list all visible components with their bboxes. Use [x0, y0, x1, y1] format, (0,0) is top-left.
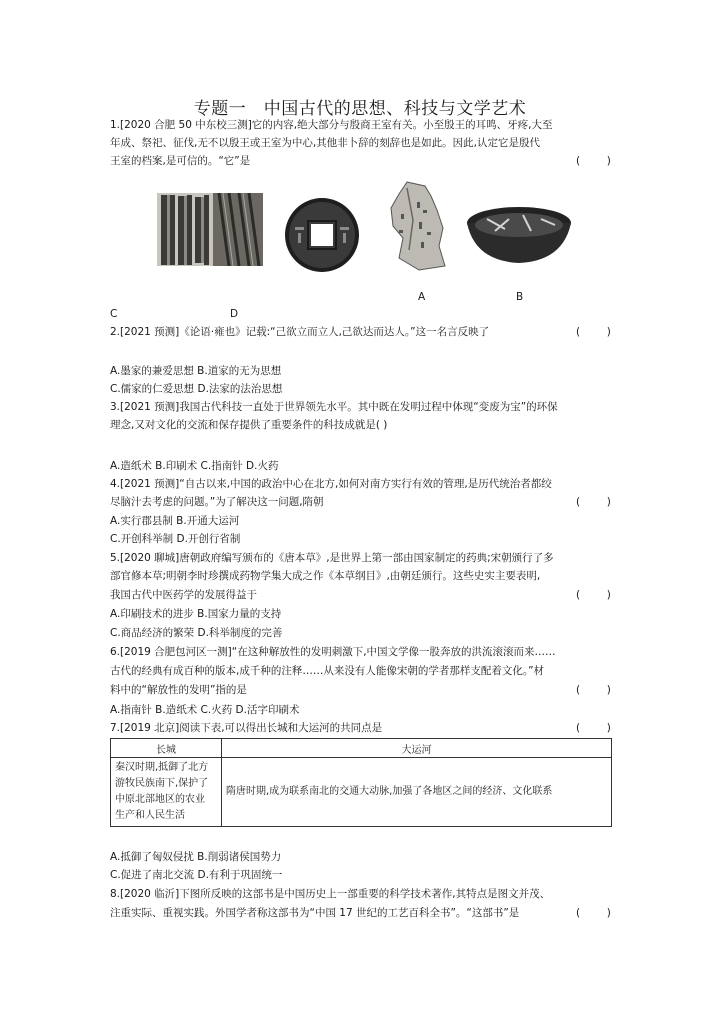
- q4-options-row-2: C.开创科举制 D.开创行省制: [110, 533, 241, 545]
- table-row: [111, 758, 612, 827]
- q2-options-row-1: A.墨家的兼爱思想 B.道家的无为思想: [110, 365, 282, 377]
- q2-stem: 2.[2021 预测]《论语·雍也》记载:“己欲立而立人,己欲达而达人。”这一名言反映了: [110, 326, 490, 338]
- table-header-row: [111, 739, 612, 758]
- q1-label-d: D: [230, 308, 239, 320]
- q2-options-row-2: C.儒家的仁爱思想 D.法家的法治思想: [110, 383, 283, 395]
- q5-stem-line-3: 我国古代中医药学的发展得益于: [110, 589, 257, 601]
- table-header-grand-canal: 大运河: [222, 739, 612, 758]
- q8-stem-line-1: 8.[2020 临沂]下图所反映的这部书是中国历史上一部重要的科学技术著作,其特点是图文并茂、: [110, 888, 551, 900]
- q1-stem-line-2: 年成、祭祀、征伐,无不以殷王或王室为中心,其他非卜辞的刻辞也是如此。因此,认定它是殷代: [110, 137, 541, 149]
- q5-stem-line-2: 部官修本草;明朝李时珍撰成药物学集大成之作《本草纲目》,由朝廷颁行。这些史实主要表明,: [110, 570, 541, 582]
- q1-label-b: B: [516, 291, 524, 303]
- q6-stem-line-1: 6.[2019 合肥包河区一测]“在这种解放性的发明刺激下,中国文学像一股奔放的洪流滚滚而来……: [110, 646, 556, 658]
- q7-options-row-1: A.抵御了匈奴侵扰 B.削弱诸侯国势力: [110, 851, 282, 863]
- q1-stem-line-1: 1.[2020 合肥 50 中东校三测]它的内容,绝大部分与殷商王室有关。小至殷王的耳鸣、牙疼,大至: [110, 119, 553, 131]
- q6-stem-line-2: 古代的经典有成百种的版本,成千种的注释……从来没有人能像宋朝的学者那样支配着文化。”材: [110, 665, 545, 677]
- q4-answer-blank[interactable]: ( ): [576, 496, 611, 508]
- q7-options-row-2: C.促进了南北交流 D.有利于巩固统一: [110, 869, 283, 881]
- table-cell-line: 中原北部地区的农业: [115, 794, 205, 805]
- q5-answer-blank[interactable]: ( ): [576, 589, 611, 601]
- table-cell-grand-canal: 隋唐时期,成为联系南北的交通大动脉,加强了各地区之间的经济、文化联系: [222, 758, 612, 827]
- q6-stem-line-3: 料中的“解放性的发明”指的是: [110, 684, 247, 696]
- table-cell-line: 生产和人民生活: [115, 810, 185, 821]
- table-cell-line: 游牧民族南下,保护了: [115, 778, 209, 789]
- table-header-great-wall: 长城: [111, 739, 222, 758]
- q5-options-row-2: C.商品经济的繁荣 D.科举制度的完善: [110, 627, 283, 639]
- bamboo-slips-image: [157, 193, 263, 266]
- page-title: 专题一 中国古代的思想、科技与文学艺术: [193, 99, 527, 119]
- q5-options-row-1: A.印刷技术的进步 B.国家力量的支持: [110, 608, 282, 620]
- q6-options: A.指南针 B.造纸术 C.火药 D.活字印刷术: [110, 704, 300, 716]
- q3-options: A.造纸术 B.印刷术 C.指南针 D.火药: [110, 460, 279, 472]
- q1-stem-line-3: 王室的档案,是可信的。“它”是: [110, 155, 251, 167]
- q7-stem: 7.[2019 北京]阅读下表,可以得出长城和大运河的共同点是: [110, 722, 383, 734]
- q4-stem-line-1: 4.[2021 预测]“自古以来,中国的政治中心在北方,如何对南方实行有效的管理,是历代统治者都绞: [110, 478, 552, 490]
- q5-stem-line-1: 5.[2020 聊城]唐朝政府编写颁布的《唐本草》,是世界上第一部由国家制定的药典;宋朝颁行了多: [110, 552, 554, 564]
- q1-label-c: C: [110, 308, 118, 320]
- ancient-coin-image: [284, 197, 360, 273]
- q7-answer-blank[interactable]: ( ): [576, 722, 611, 734]
- q3-stem-line-1: 3.[2021 预测]我国古代科技一直处于世界领先水平。其中既在发明过程中体现“变废为宝”的环保: [110, 401, 558, 413]
- q1-answer-blank[interactable]: ( ): [576, 155, 611, 167]
- q8-stem-line-2: 注重实际、重视实践。外国学者称这部书为“中国 17 世纪的工艺百科全书”。“这部书”是: [110, 907, 520, 919]
- table-cell-line: 秦汉时期,抵御了北方: [115, 762, 209, 773]
- q4-stem-line-2: 尽脑汁去考虑的问题。”为了解决这一问题,隋朝: [110, 496, 324, 508]
- q8-answer-blank[interactable]: ( ): [576, 907, 611, 919]
- q1-label-a: A: [418, 291, 426, 303]
- q4-options-row-1: A.实行郡县制 B.开通大运河: [110, 515, 240, 527]
- oracle-bone-image: [385, 180, 449, 272]
- q6-answer-blank[interactable]: ( ): [576, 684, 611, 696]
- q3-stem-line-2: 理念,又对文化的交流和保存提供了重要条件的科技成就是( ): [110, 419, 388, 431]
- table-cell-great-wall: [111, 758, 222, 827]
- q2-answer-blank[interactable]: ( ): [576, 326, 611, 338]
- comparison-table: [110, 738, 612, 827]
- pottery-bowl-image: [465, 205, 573, 265]
